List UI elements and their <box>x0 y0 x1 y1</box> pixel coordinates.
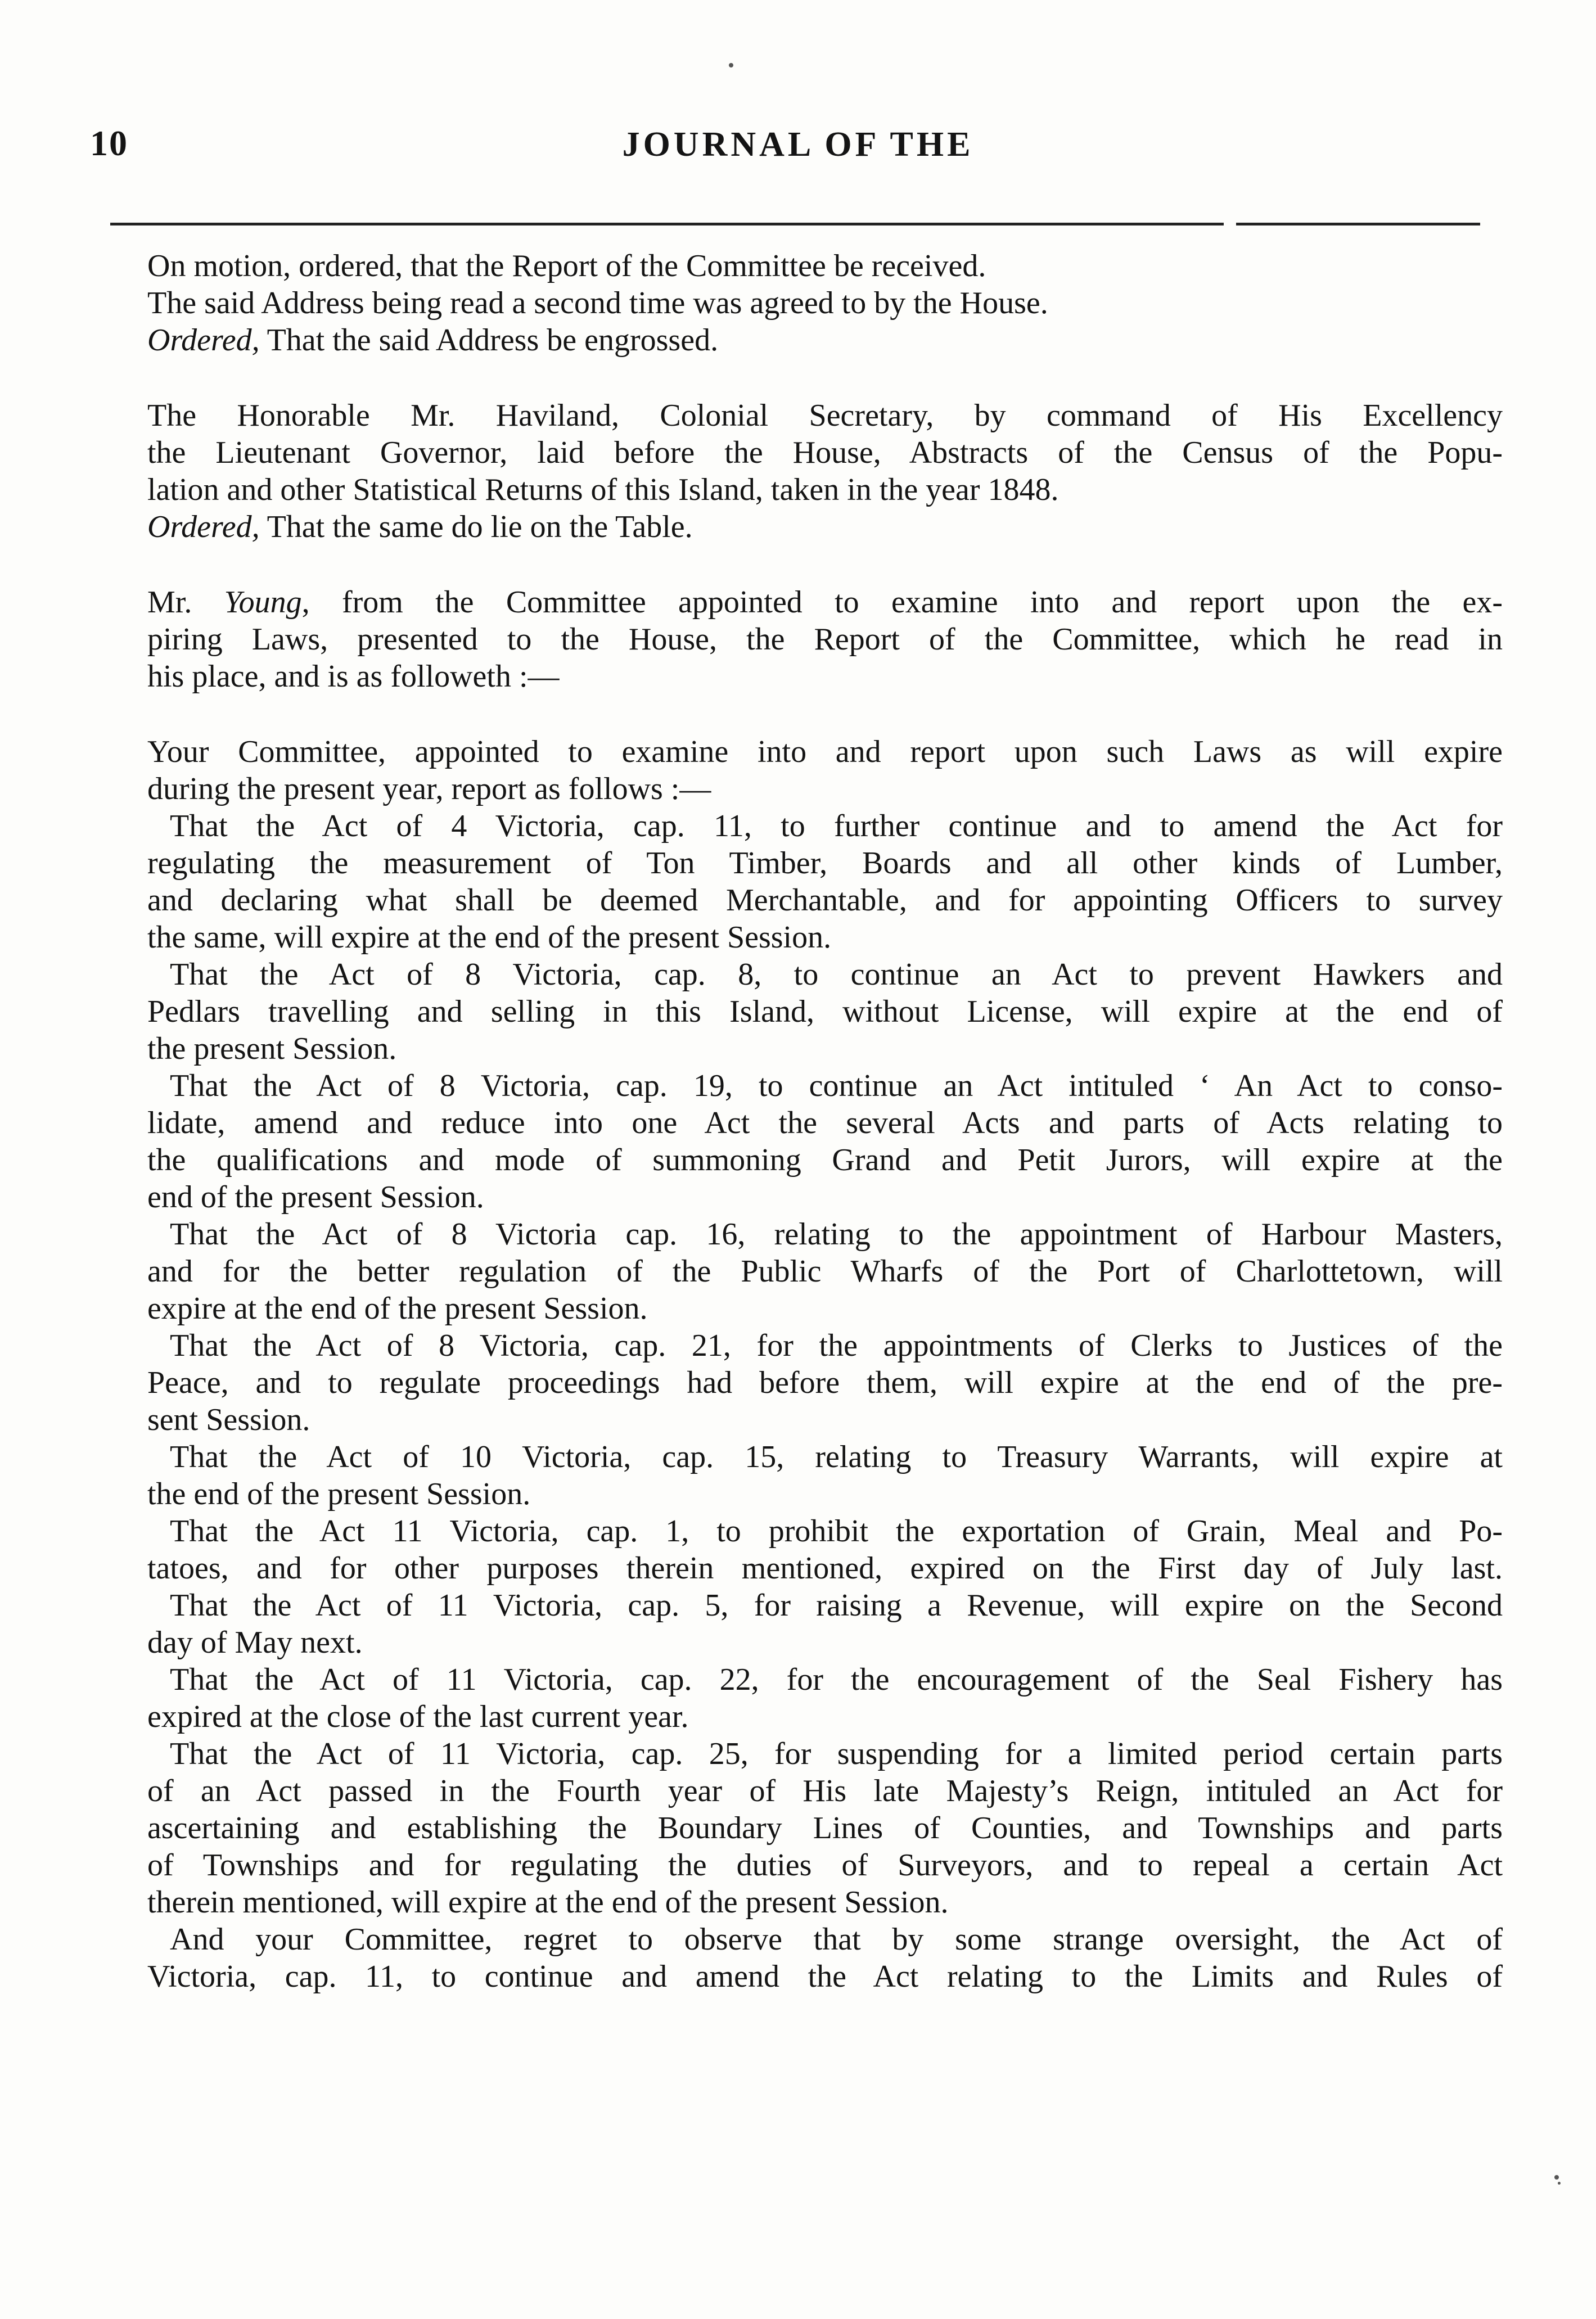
line-text-after: , from the Committee appointed to examine into and report upon the ex- <box>301 585 1503 620</box>
text-line <box>147 993 1503 1030</box>
text-line <box>147 770 1503 807</box>
text-line <box>147 1847 1503 1884</box>
italic-lead: Ordered, <box>147 509 260 544</box>
line-text: That the Act of 11 Victoria, cap. 25, for suspending for a limited period certain parts <box>170 1736 1503 1771</box>
line-text: Your Committee, appointed to examine into and report upon such Laws as will expire <box>147 734 1503 769</box>
text-line <box>147 471 1503 508</box>
line-text: and declaring what shall be deemed Merchantable, and for appointing Officers to survey <box>147 883 1503 918</box>
text-line <box>147 1290 1503 1327</box>
text-line <box>147 621 1503 658</box>
text-line <box>147 434 1503 471</box>
line-text: That the Act of 8 Victoria, cap. 19, to continue an Act intituled ‘ An Act to conso- <box>170 1068 1503 1103</box>
line-text: The said Address being read a second time was agreed to by the House. <box>147 286 1048 321</box>
text-line <box>147 845 1503 882</box>
body-text <box>147 247 1503 1995</box>
text-line <box>147 1401 1503 1438</box>
text-line <box>147 807 1503 845</box>
line-text: On motion, ordered, that the Report of the Committee be received. <box>147 249 986 283</box>
text-line <box>147 1735 1503 1772</box>
line-text: of an Act passed in the Fourth year of His late Majesty’s Reign, intituled an Act for <box>147 1774 1503 1808</box>
text-line <box>147 1587 1503 1624</box>
line-text: That the said Address be engrossed. <box>259 323 719 358</box>
text-line <box>147 247 1503 285</box>
text-line <box>147 1661 1503 1698</box>
text-line <box>147 1884 1503 1921</box>
page-number: 10 <box>90 123 128 163</box>
line-text: sent Session. <box>147 1402 310 1437</box>
line-text: end of the present Session. <box>147 1180 484 1215</box>
line-text: That the Act of 8 Victoria, cap. 21, for the appointments of Clerks to Justices of the <box>170 1328 1503 1363</box>
text-line <box>147 285 1503 322</box>
text-line <box>147 1253 1503 1290</box>
line-text: The Honorable Mr. Haviland, Colonial Secretary, by command of His Excellency <box>147 398 1503 433</box>
line-text: That the same do lie on the Table. <box>259 509 693 544</box>
text-line <box>147 1104 1503 1142</box>
paragraph-motion <box>147 247 1503 359</box>
text-line <box>147 1513 1503 1550</box>
text-line <box>147 956 1503 993</box>
paragraph-census <box>147 397 1503 545</box>
line-text: ascertaining and establishing the Boundary Lines of Counties, and Townships and parts <box>147 1811 1503 1846</box>
line-text: Pedlars travelling and selling in this Island, without License, will expire at the end of <box>147 994 1503 1029</box>
italic-name: Young <box>224 585 302 620</box>
italic-lead: Ordered, <box>147 323 260 358</box>
line-text: That the Act of 8 Victoria cap. 16, relating to the appointment of Harbour Masters, <box>170 1217 1503 1252</box>
running-head: JOURNAL OF THE <box>622 125 974 164</box>
line-text: expired at the close of the last current year. <box>147 1699 689 1734</box>
line-text: therein mentioned, will expire at the end of the present Session. <box>147 1885 949 1920</box>
line-text: regulating the measurement of Ton Timber, Boards and all other kinds of Lumber, <box>147 846 1503 881</box>
line-text: Mr. <box>147 585 224 620</box>
line-text: That the Act of 11 Victoria, cap. 22, for the encouragement of the Seal Fishery has <box>170 1662 1503 1697</box>
print-speck <box>1554 2175 1559 2180</box>
text-line <box>147 1476 1503 1513</box>
paragraph-report <box>147 733 1503 1995</box>
print-speck <box>1558 2182 1561 2185</box>
line-text: Peace, and to regulate proceedings had before them, will expire at the end of the pre- <box>147 1365 1503 1400</box>
line-text: his place, and is as followeth :— <box>147 659 560 694</box>
line-text: of Townships and for regulating the duties of Surveyors, and to repeal a certain Act <box>147 1848 1503 1883</box>
text-line <box>147 1438 1503 1476</box>
line-text: during the present year, report as follows :— <box>147 772 711 806</box>
text-line <box>147 658 1503 695</box>
line-text: Victoria, cap. 11, to continue and amend the Act relating to the Limits and Rules of <box>147 1959 1503 1994</box>
line-text: That the Act of 4 Victoria, cap. 11, to further continue and to amend the Act for <box>170 809 1503 843</box>
text-line <box>147 733 1503 770</box>
text-line <box>147 1698 1503 1735</box>
line-text: lation and other Statistical Returns of this Island, taken in the year 1848. <box>147 472 1059 507</box>
text-line <box>147 1216 1503 1253</box>
text-line <box>147 1810 1503 1847</box>
line-text: the Lieutenant Governor, laid before the House, Abstracts of the Census of the Popu- <box>147 435 1503 470</box>
line-text: piring Laws, presented to the House, the Report of the Committee, which he read in <box>147 622 1503 657</box>
line-text: tatoes, and for other purposes therein mentioned, expired on the First day of July last. <box>147 1551 1503 1586</box>
text-line <box>147 882 1503 919</box>
text-line <box>147 508 1503 545</box>
text-line <box>147 919 1503 956</box>
text-line <box>147 1772 1503 1810</box>
line-text: And your Committee, regret to observe that by some strange oversight, the Act of <box>170 1922 1503 1957</box>
paragraph-young <box>147 584 1503 695</box>
line-text: That the Act of 10 Victoria, cap. 15, relating to Treasury Warrants, will expire at <box>170 1440 1503 1474</box>
line-text: That the Act of 11 Victoria, cap. 5, for raising a Revenue, will expire on the Second <box>170 1588 1503 1623</box>
line-text: the same, will expire at the end of the present Session. <box>147 920 832 955</box>
text-line <box>147 1624 1503 1661</box>
line-text: the present Session. <box>147 1031 397 1066</box>
text-line <box>147 1179 1503 1216</box>
line-text: expire at the end of the present Session. <box>147 1291 648 1326</box>
print-speck <box>729 63 733 67</box>
text-line <box>147 1921 1503 1958</box>
text-line <box>147 1958 1503 1995</box>
text-line <box>147 397 1503 434</box>
line-text: lidate, amend and reduce into one Act the several Acts and parts of Acts relating to <box>147 1106 1503 1140</box>
text-line <box>147 1550 1503 1587</box>
line-text: the qualifications and mode of summoning Grand and Petit Jurors, will expire at the <box>147 1143 1503 1177</box>
line-text: the end of the present Session. <box>147 1477 531 1512</box>
header-rule-right <box>1236 223 1480 225</box>
text-line <box>147 1142 1503 1179</box>
line-text: day of May next. <box>147 1625 363 1660</box>
text-line <box>147 1067 1503 1104</box>
header-rule-left <box>110 223 1224 225</box>
text-line <box>147 322 1503 359</box>
line-text: That the Act of 8 Victoria, cap. 8, to continue an Act to prevent Hawkers and <box>170 957 1503 992</box>
line-text: That the Act 11 Victoria, cap. 1, to prohibit the exportation of Grain, Meal and Po- <box>170 1514 1503 1549</box>
text-line <box>147 1364 1503 1401</box>
line-text: and for the better regulation of the Public Wharfs of the Port of Charlottetown, will <box>147 1254 1503 1289</box>
text-line <box>147 1030 1503 1067</box>
text-line <box>147 1327 1503 1364</box>
text-line <box>147 584 1503 621</box>
